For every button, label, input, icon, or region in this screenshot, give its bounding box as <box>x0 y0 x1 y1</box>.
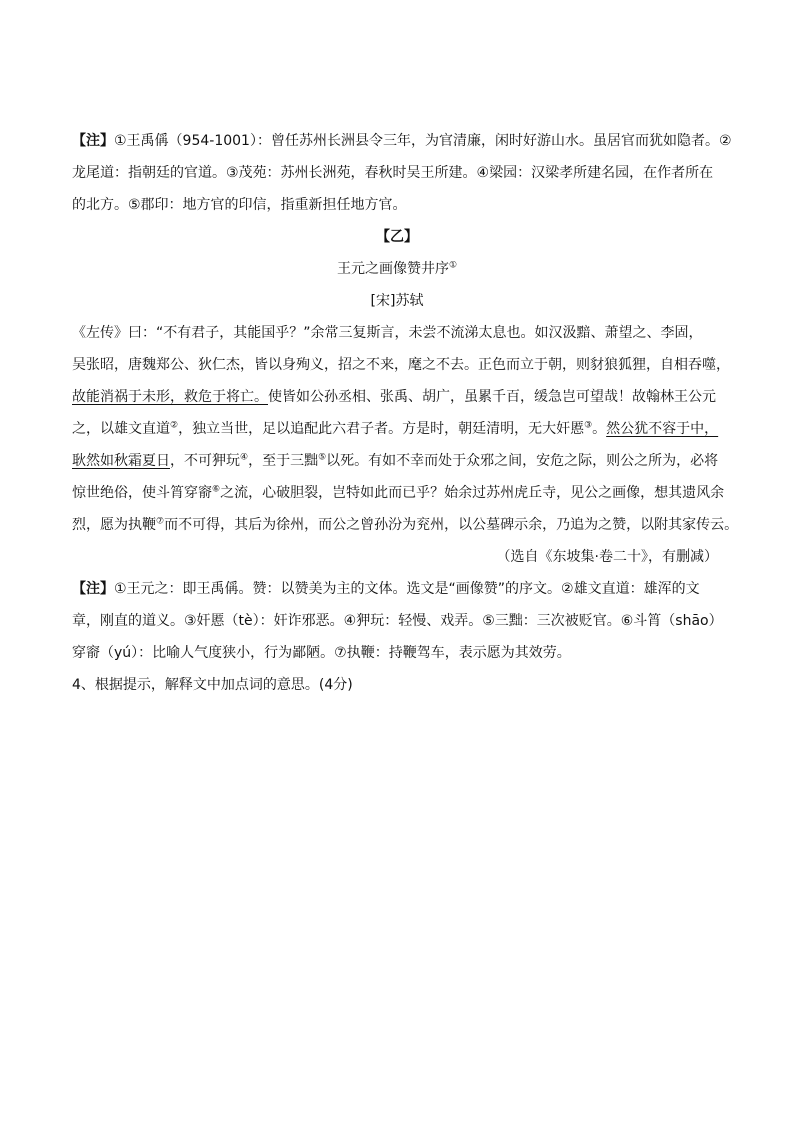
note2-line-1: 【注】①王元之：即王禹偁。赞：以赞美为主的文体。选文是“画像赞”的序文。②雄文直道：雄浑的文 <box>72 581 700 597</box>
note1-line-2: 龙尾道：指朝廷的官道。③茂苑：苏州长洲苑，春秋时吴王所建。④梁园：汉梁孝所建名园，在作者所在 <box>72 165 714 181</box>
essay-author: [宋]苏轼 <box>370 293 424 309</box>
essay-title: 王元之画像赞井序① <box>336 260 458 277</box>
question-4: 4、根据提示，解释文中加点词的意思。(4分) <box>72 677 353 693</box>
note2-line-2: 章，刚直的道义。③奸慝（tè）：奸诈邪恶。④狎玩：轻慢、戏弄。⑤三黜：三次被贬官。⑥斗筲（shāo） <box>72 613 723 629</box>
body-line-4: 之，以雄文直道②，独立当世，足以追配此六君子者。方是时，朝廷清明，无大奸慝③。然公犹不容于中， <box>72 420 719 437</box>
note1-line-1: 【注】①王禹偁（954-1001）：曾任苏州长洲县令三年，为官清廉，闲时好游山水。虽居官而犹如隐者。② <box>72 133 732 149</box>
section-heading-yi: 【乙】 <box>376 229 418 245</box>
underlined-sentence-2: 然公犹不容于中， <box>606 421 719 437</box>
note2-label: 【注】 <box>72 581 114 597</box>
body-line-5: 耿然如秋霜夏日，不可狎玩④，至于三黜⑤以死。有如不幸而处于众邪之间，安危之际，则公之所为，必将 <box>72 452 719 469</box>
body-line-1: 《左传》曰：“不有君子，其能国乎？”余常三复斯言，未尝不流涕太息也。如汉汲黯、萧望之、李固， <box>72 325 703 341</box>
note1-line-3: 的北方。⑤郡印：地方官的印信，指重新担任地方官。 <box>72 197 407 213</box>
source-citation: （选自《东坡集·卷二十》，有删减） <box>496 549 718 565</box>
underlined-sentence-2-cont: 耿然如秋霜夏日 <box>72 453 170 469</box>
note1-label: 【注】 <box>72 133 114 149</box>
body-line-3: 故能消祸于未形，救危于将亡。使皆如公孙丞相、张禹、胡广，虽累千百，缓急岂可望哉！故翰林王公元 <box>72 389 716 405</box>
body-line-7: 烈，愿为执鞭⑦而不可得，其后为徐州，而公之曾孙汾为兖州，以公墓碑示余，乃追为之赞，以附其家传云。 <box>72 516 739 533</box>
title-footnote-mark: ① <box>448 260 458 271</box>
underlined-sentence-1: 故能消祸于未形，救危于将亡。 <box>72 389 268 405</box>
note2-line-3: 穿窬（yú）：比喻人气度狭小，行为鄙陋。⑦执鞭：持鞭驾车，表示愿为其效劳。 <box>72 645 571 661</box>
body-line-2: 吴张昭，唐魏郑公、狄仁杰，皆以身殉义，招之不来，麾之不去。正色而立于朝，则豺狼狐狸，自相吞噬， <box>72 357 730 373</box>
body-line-6: 惊世绝俗，使斗筲穿窬⑥之流，心破胆裂，岂特如此而已乎？始余过苏州虎丘寺，见公之画像，想其遗风余 <box>72 484 725 501</box>
